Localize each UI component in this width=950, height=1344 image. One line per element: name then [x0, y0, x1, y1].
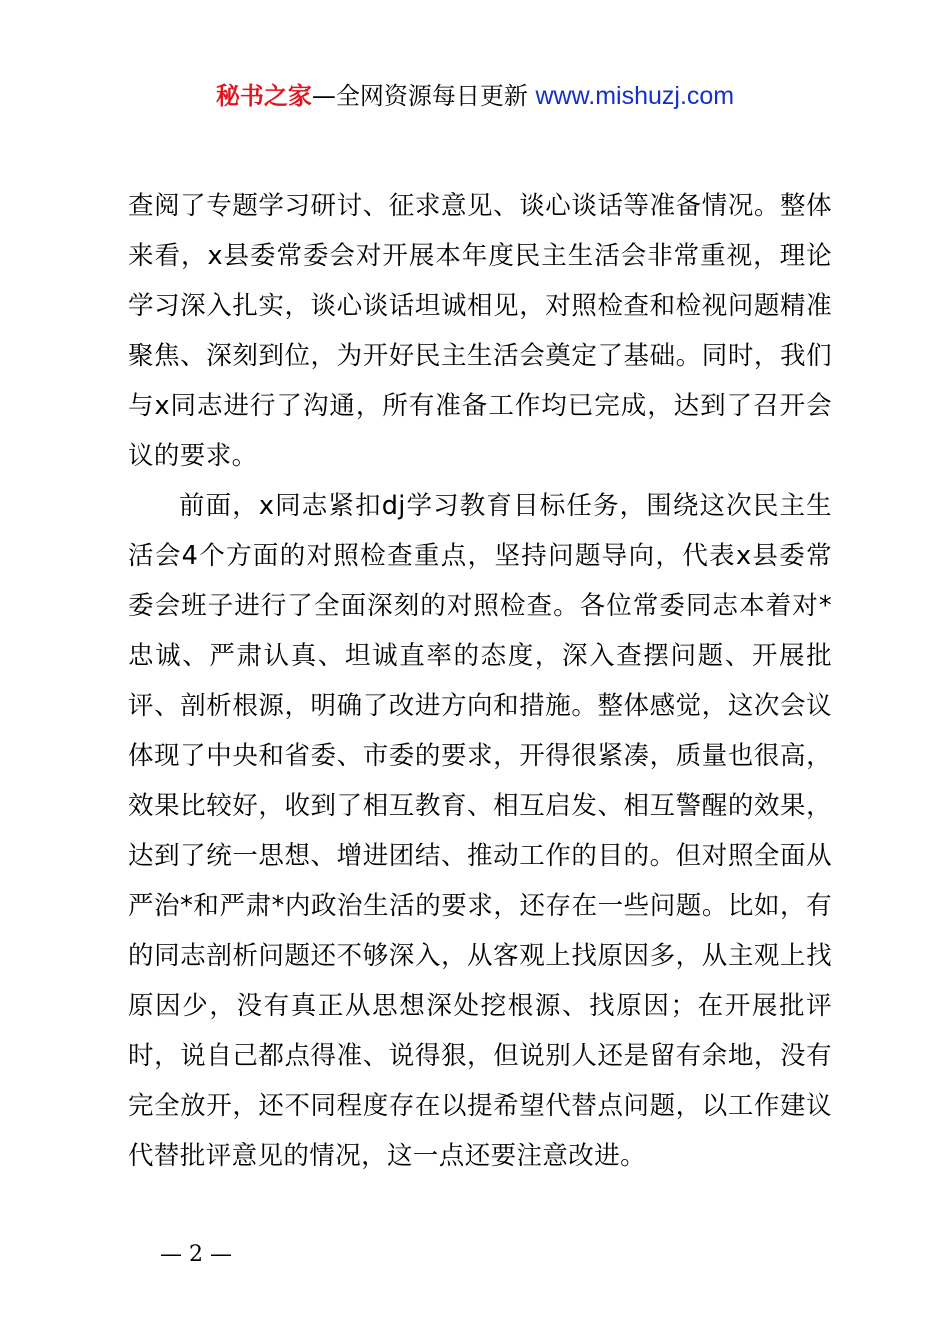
- paragraph-2: 前面，x同志紧扣dj学习教育目标任务，围绕这次民主生活会4个方面的对照检查重点，坚持问题导向，代表x县委常委会班子进行了全面深刻的对照检查。各位常委同志本着对*忠诚、严肃认真、坦诚直率的态度，深入查摆问题、开展批评、剖析根源，明确了改进方向和措施。整体感觉，这次会议体现了中央和省委、市委的要求，开得很紧凑，质量也很高，效果比较好，收到了相互教育、相互启发、相互警醒的效果，达到了统一思想、增进团结、推动工作的目的。但对照全面从严治*和严肃*内政治生活的要求，还存在一些问题。比如，有的同志剖析问题还不够深入，从客观上找原因多，从主观上找原因少，没有真正从思想深处挖根源、找原因；在开展批评时，说自己都点得准、说得狠，但说别人还是留有余地，没有完全放开，还不同程度存在以提希望代替点问题，以工作建议代替批评意见的情况，这一点还要注意改进。: [128, 491, 832, 1171]
- header-slogan: —全网资源每日更新: [311, 82, 528, 110]
- page-header: [0, 80, 950, 112]
- page-number: — 2 —: [160, 1242, 232, 1267]
- header-brand: 秘书之家: [215, 82, 312, 110]
- document-body: [128, 181, 832, 1181]
- paragraph-1: 查阅了专题学习研讨、征求意见、谈心谈话等准备情况。整体来看，x县委常委会对开展本年度民主生活会非常重视，理论学习深入扎实，谈心谈话坦诚相见，对照检查和检视问题精准聚焦、深刻到位，为开好民主生活会奠定了基础。同时，我们与x同志进行了沟通，所有准备工作均已完成，达到了召开会议的要求。: [128, 191, 832, 471]
- header-url-link[interactable]: www.mishuzj.com: [535, 82, 735, 110]
